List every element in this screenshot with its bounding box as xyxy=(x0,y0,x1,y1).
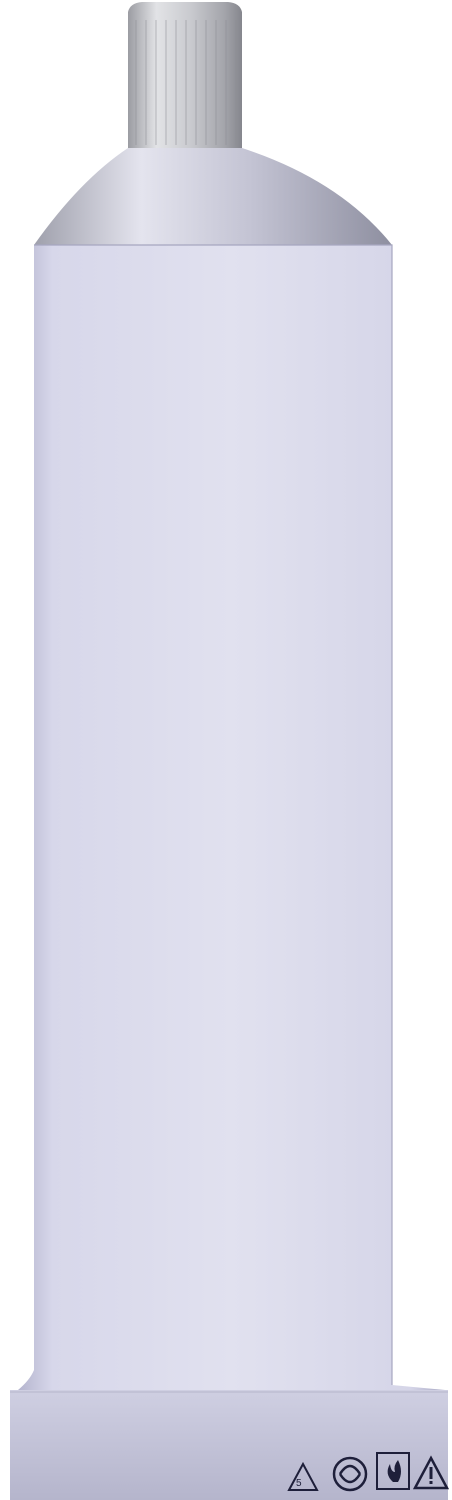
tube-cap xyxy=(128,2,242,150)
tube-shoulder xyxy=(34,148,392,250)
svg-text:5: 5 xyxy=(296,1478,302,1489)
tube-crimp xyxy=(10,1390,448,1500)
tube-body xyxy=(18,245,445,1500)
